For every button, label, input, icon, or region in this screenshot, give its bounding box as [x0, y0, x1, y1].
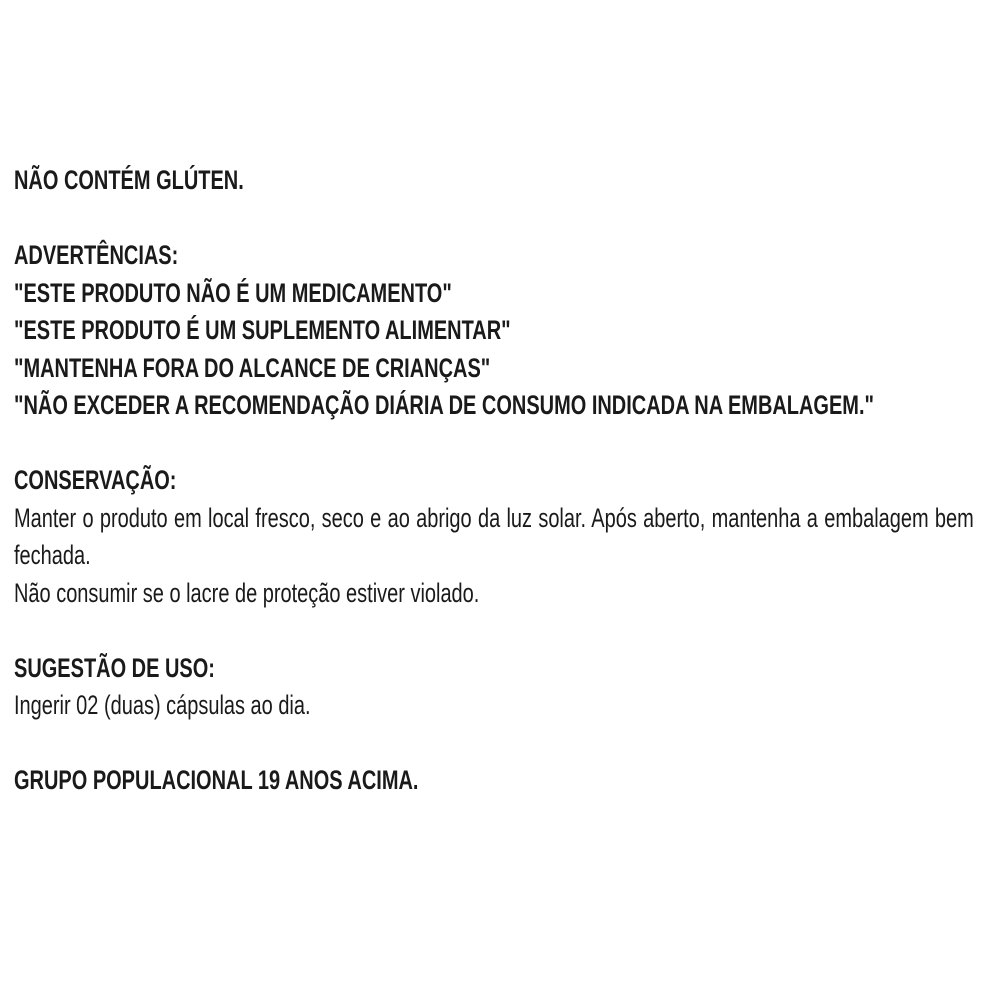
population-statement: GRUPO POPULACIONAL 19 ANOS ACIMA.	[14, 765, 419, 795]
warning-item: "NÃO EXCEDER A RECOMENDAÇÃO DIÁRIA DE CONSUMO INDICADA NA EMBALAGEM."	[14, 390, 874, 420]
usage-title: SUGESTÃO DE USO:	[14, 652, 215, 683]
usage-text: Ingerir 02 (duas) cápsulas ao dia.	[14, 690, 311, 720]
label-content	[14, 162, 974, 800]
spacer	[14, 425, 974, 463]
spacer	[14, 725, 974, 763]
spacer	[14, 612, 974, 650]
warning-item: "ESTE PRODUTO É UM SUPLEMENTO ALIMENTAR"	[14, 315, 511, 345]
conservation-seal-text: Não consumir se o lacre de proteção estiver violado.	[14, 577, 480, 608]
conservation-text: Manter o produto em local fresco, seco e ao abrigo da luz solar. Após aberto, mantenha a embalagem bem fechada.	[14, 502, 974, 570]
label-text-block	[14, 162, 974, 800]
gluten-statement: NÃO CONTÉM GLÚTEN.	[14, 165, 244, 195]
warning-item: "MANTENHA FORA DO ALCANCE DE CRIANÇAS"	[14, 352, 491, 383]
conservation-title: CONSERVAÇÃO:	[14, 465, 177, 495]
spacer	[14, 200, 974, 238]
warning-item: "ESTE PRODUTO NÃO É UM MEDICAMENTO"	[14, 277, 452, 308]
warnings-title: ADVERTÊNCIAS:	[14, 240, 179, 270]
